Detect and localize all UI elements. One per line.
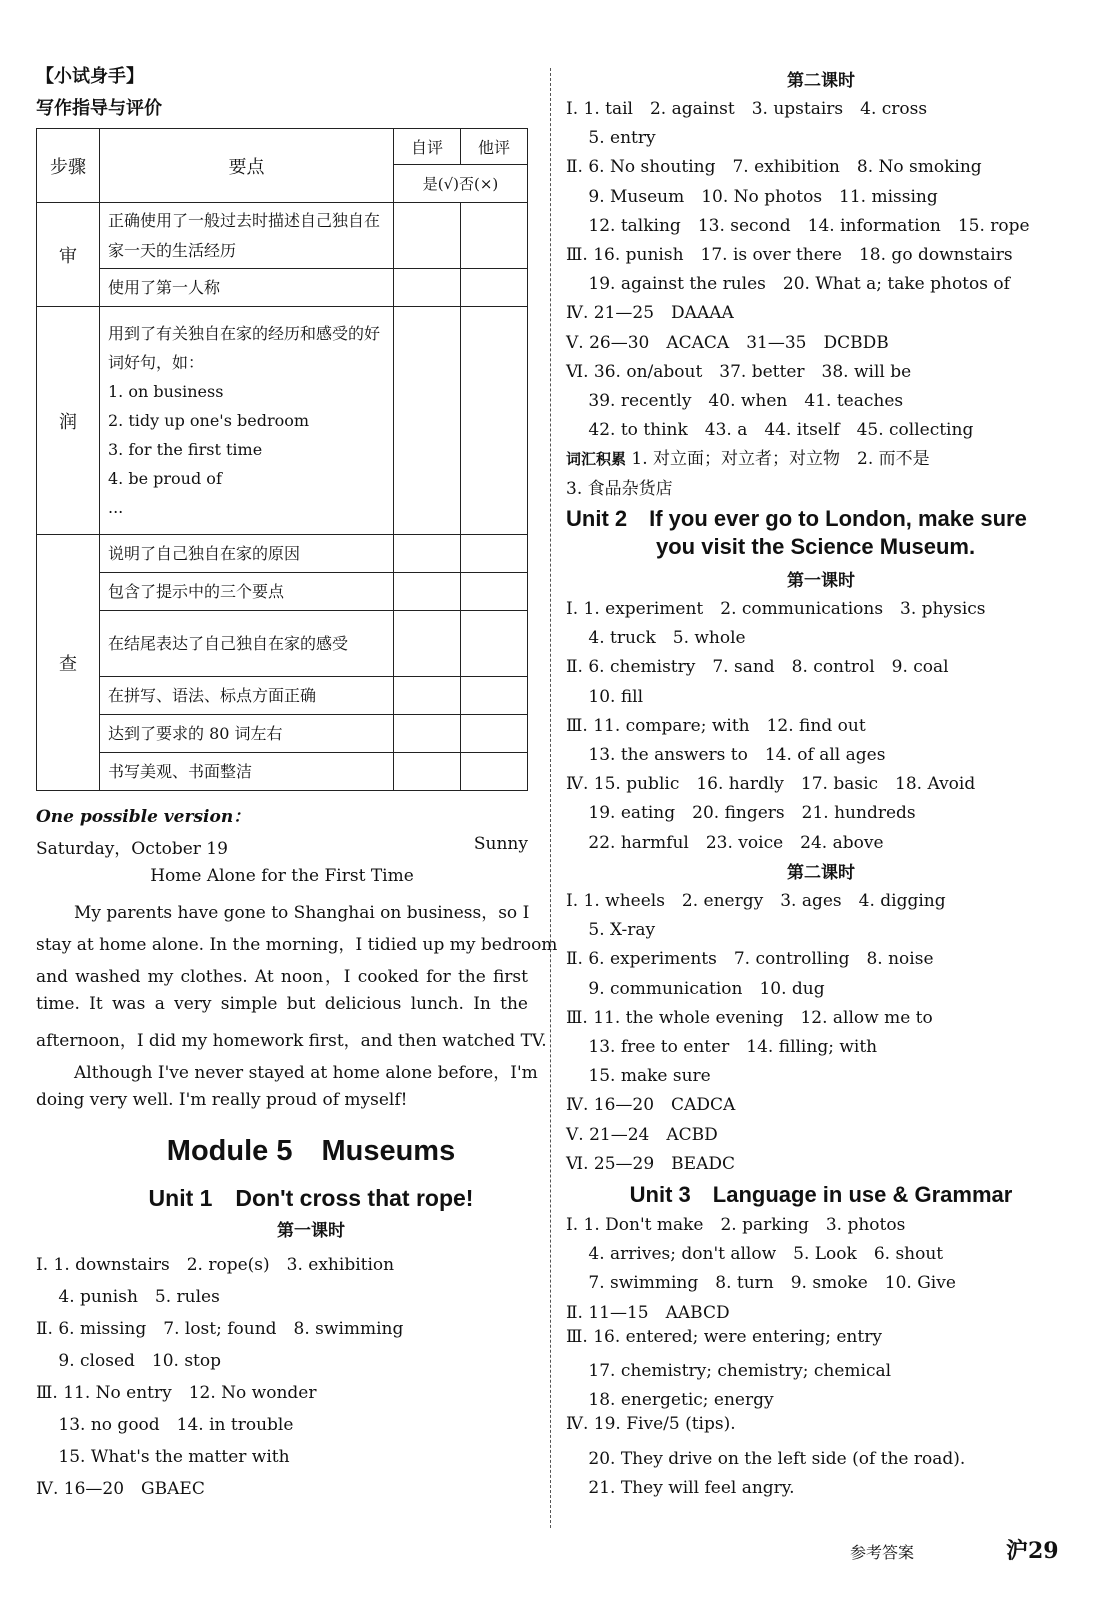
answer-line: 10. fill [566, 686, 644, 707]
essay-line: My parents have gone to Shanghai on business，so I [74, 903, 530, 923]
column-divider [550, 68, 551, 1528]
answer-line: 19. eating 20. fingers 21. hundreds [566, 803, 916, 824]
self-cell[interactable] [394, 307, 461, 535]
essay-line: Although I've never stayed at home alone before，I'm [74, 1063, 538, 1083]
module-title: Module 5 Museums [166, 1135, 456, 1167]
answer-line: Ⅰ. 1. tail 2. against 3. upstairs 4. cross [566, 99, 928, 119]
point-row: 说明了自己独自在家的原因 [100, 535, 394, 573]
answer-line: Ⅳ. 16—20 CADCA [566, 1095, 736, 1116]
section-tag: 【小试身手】 [36, 66, 144, 87]
answer-line: Ⅲ. 16. punish 17. is over there 18. go downstairs [566, 245, 1013, 265]
answer-line: 9. communication 10. dug [566, 978, 825, 999]
self-cell[interactable] [394, 535, 461, 573]
unit2-title: Unit 2 If you ever go to London, make sure [566, 506, 1027, 531]
answer-line: Ⅱ. 6. No shouting 7. exhibition 8. No smoking [566, 157, 982, 178]
answer-line: 20. They drive on the left side (of the road). [566, 1448, 966, 1469]
point-row: 在结尾表达了自己独自在家的感受 [100, 611, 394, 677]
answer-line: Ⅵ. 36. on/about 37. better 38. will be [566, 361, 912, 382]
point-row: 使用了第一人称 [100, 269, 394, 307]
answer-line: Ⅴ. 26—30 ACACA 31—35 DCBDB [566, 332, 889, 353]
header-step: 步骤 [37, 129, 100, 203]
step-polish: 润 [37, 307, 100, 535]
point-row: 书写美观、书面整洁 [100, 753, 394, 791]
answer-line: 9. closed 10. stop [36, 1351, 221, 1371]
self-cell[interactable] [394, 573, 461, 611]
self-cell[interactable] [394, 203, 461, 269]
lesson-title: 第一课时 [787, 571, 855, 591]
possible-version-label: One possible version： [36, 807, 251, 827]
answer-line: 13. the answers to 14. of all ages [566, 745, 886, 765]
answer-line: Ⅰ. 1. experiment 2. communications 3. physics [566, 599, 986, 619]
answer-line: Ⅲ. 11. compare; with 12. find out [566, 715, 866, 736]
unit3-title: Unit 3 Language in use & Grammar [629, 1182, 1013, 1207]
vocab-line: 3. 食品杂货店 [566, 479, 673, 499]
header-point: 要点 [100, 129, 394, 203]
answer-line: 18. energetic; energy [566, 1390, 774, 1411]
self-cell[interactable] [394, 753, 461, 791]
peer-cell[interactable] [461, 715, 528, 753]
point-row: 在拼写、语法、标点方面正确 [100, 677, 394, 715]
answer-line: 15. What's the matter with [36, 1447, 290, 1467]
answer-line: 21. They will feel angry. [566, 1477, 795, 1498]
answer-line: Ⅱ. 6. chemistry 7. sand 8. control 9. coal [566, 657, 949, 678]
peer-cell[interactable] [461, 269, 528, 307]
essay-title: Home Alone for the First Time [150, 866, 414, 886]
point-row: 包含了提示中的三个要点 [100, 573, 394, 611]
peer-cell[interactable] [461, 611, 528, 677]
self-cell[interactable] [394, 677, 461, 715]
step-check: 查 [37, 535, 100, 791]
answer-line: 7. swimming 8. turn 9. smoke 10. Give [566, 1273, 956, 1294]
answer-line: 4. arrives; don't allow 5. Look 6. shout [566, 1244, 944, 1265]
answer-line: Ⅱ. 11—15 AABCD [566, 1302, 730, 1323]
answer-line: Ⅱ. 6. experiments 7. controlling 8. noise [566, 949, 934, 970]
vocab-line [566, 444, 930, 469]
peer-cell[interactable] [461, 203, 528, 269]
point-row: 达到了要求的 80 词左右 [100, 715, 394, 753]
answer-line: Ⅳ. 16—20 GBAEC [36, 1479, 205, 1499]
answer-line: Ⅵ. 25—29 BEADC [566, 1153, 735, 1174]
page-number: 沪29 [1006, 1538, 1059, 1564]
peer-cell[interactable] [461, 307, 528, 535]
answer-line: 15. make sure [566, 1066, 711, 1087]
peer-cell[interactable] [461, 677, 528, 715]
self-cell[interactable] [394, 269, 461, 307]
answer-line: 12. talking 13. second 14. information 15. rope [566, 215, 1030, 236]
section-subtitle: 写作指导与评价 [36, 98, 162, 119]
answer-line: Ⅰ. 1. wheels 2. energy 3. ages 4. digging [566, 891, 946, 911]
answer-line: Ⅳ. 21—25 DAAAA [566, 303, 734, 324]
answer-line: Ⅱ. 6. missing 7. lost; found 8. swimming [36, 1319, 404, 1339]
answer-line: 17. chemistry; chemistry; chemical [566, 1361, 892, 1381]
answer-line: 19. against the rules 20. What a; take photos of [566, 274, 1010, 295]
peer-cell[interactable] [461, 535, 528, 573]
unit2-title-cont: you visit the Science Museum. [656, 534, 976, 559]
lesson-title: 第二课时 [787, 863, 855, 883]
essay-line: stay at home alone. In the morning，I tidied up my bedroom [36, 935, 558, 955]
answer-line: 4. truck 5. whole [566, 628, 746, 649]
answer-line: Ⅲ. 11. the whole evening 12. allow me to [566, 1007, 933, 1028]
footer-label: 参考答案 [850, 1543, 915, 1562]
answer-line: Ⅳ. 19. Five/5 (tips). [566, 1414, 736, 1435]
answer-line: 42. to think 43. a 44. itself 45. collecting [566, 420, 974, 441]
answer-line: Ⅳ. 15. public 16. hardly 17. basic 18. Avoid [566, 774, 976, 795]
answer-line: Ⅰ. 1. Don't make 2. parking 3. photos [566, 1215, 906, 1235]
essay-line: doing very well. I'm really proud of myself! [36, 1090, 408, 1110]
lesson-title: 第一课时 [277, 1221, 345, 1241]
answer-line: 9. Museum 10. No photos 11. missing [566, 186, 938, 207]
point-row: 正确使用了一般过去时描述自己独自在家一天的生活经历 [100, 203, 394, 269]
header-peer: 他评 [461, 129, 528, 165]
peer-cell[interactable] [461, 753, 528, 791]
answer-line: 5. X-ray [566, 920, 656, 941]
self-cell[interactable] [394, 715, 461, 753]
answer-line: Ⅲ. 16. entered; were entering; entry [566, 1326, 882, 1347]
answer-line: 13. no good 14. in trouble [36, 1415, 294, 1435]
answer-line: Ⅲ. 11. No entry 12. No wonder [36, 1383, 317, 1403]
answer-line: Ⅴ. 21—24 ACBD [566, 1124, 718, 1145]
header-mark: 是(√)否(×) [394, 165, 528, 203]
essay-line: time. It was a very simple but delicious lunch. In the [36, 994, 528, 1014]
header-self: 自评 [394, 129, 461, 165]
point-row: 用到了有关独自在家的经历和感受的好词好句，如： 1. on business 2. tidy up one's bedroom 3. for the first time 4. be proud of ... [100, 307, 394, 535]
step-review: 审 [37, 203, 100, 307]
self-cell[interactable] [394, 611, 461, 677]
essay-line: afternoon，I did my homework first，and then watched TV. [36, 1031, 547, 1051]
answer-line: 13. free to enter 14. filling; with [566, 1037, 878, 1057]
peer-cell[interactable] [461, 573, 528, 611]
vocab-text: 1. 对立面；对立者；对立物 2. 而不是 [631, 449, 930, 469]
answer-line: Ⅰ. 1. downstairs 2. rope(s) 3. exhibition [36, 1255, 395, 1275]
essay-line: and washed my clothes. At noon，I cooked for the first [36, 967, 528, 987]
answer-line: 22. harmful 23. voice 24. above [566, 832, 884, 853]
answer-line: 5. entry [566, 128, 656, 149]
essay-date: Saturday，October 19 [36, 839, 228, 859]
answer-line: 4. punish 5. rules [36, 1287, 220, 1307]
answer-line: 39. recently 40. when 41. teaches [566, 391, 904, 411]
evaluation-table [36, 128, 528, 791]
unit1-title: Unit 1 Don't cross that rope! [148, 1185, 474, 1211]
essay-weather: Sunny [473, 834, 528, 854]
lesson-title: 第二课时 [787, 71, 855, 91]
vocab-label: 词汇积累 [566, 450, 627, 468]
